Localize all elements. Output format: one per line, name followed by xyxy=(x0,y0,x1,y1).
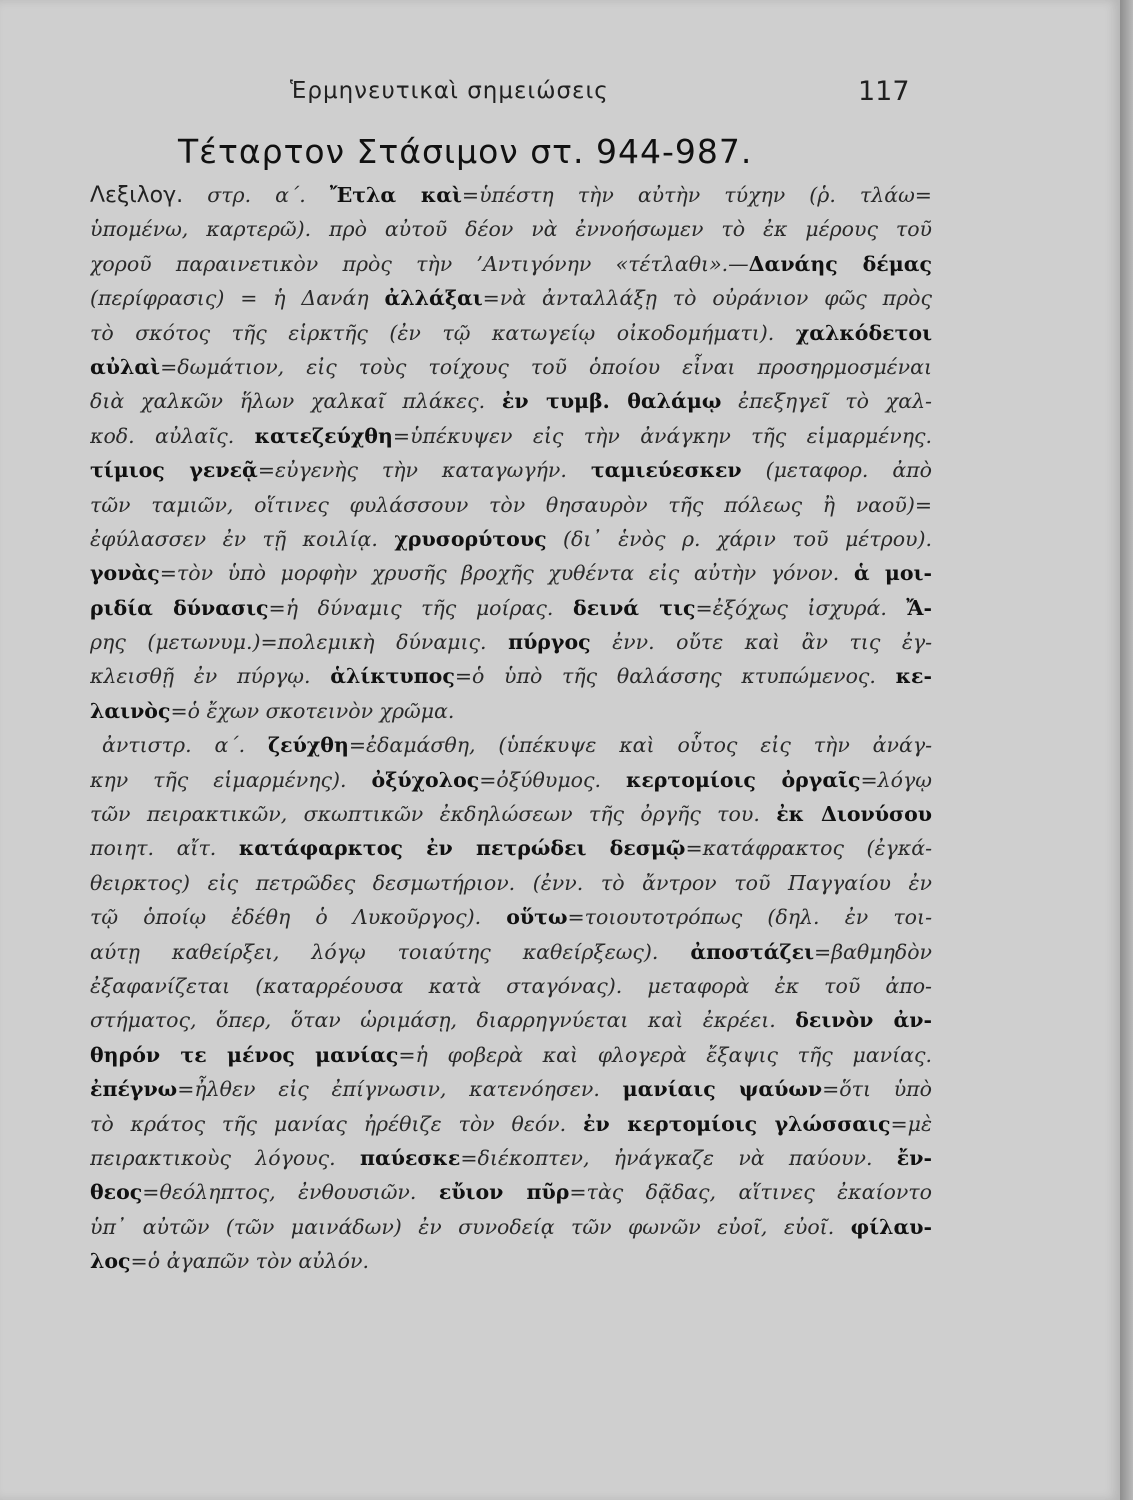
gloss-text: =ὁ ὑπὸ τῆς θαλάσσης κτυπώμενος. xyxy=(454,664,896,689)
text-line xyxy=(90,212,932,246)
lemma-term: ἀποστάζει xyxy=(690,939,815,964)
lemma-term: πύργος xyxy=(508,630,591,655)
text-line xyxy=(90,1072,932,1106)
gloss-text: ρης (μετωνυμ.)=πολεμικὴ δύναμις. xyxy=(90,630,509,655)
lemma-term: ἀλλάξαι xyxy=(384,286,483,311)
lemma-term: ταμιεύεσκεν xyxy=(590,458,742,483)
gloss-text: πειρακτικοὺς λόγους. xyxy=(90,1145,360,1170)
text-line xyxy=(90,831,932,865)
gloss-text: στήματος, ὅπερ, ὅταν ὡριμάσῃ, διαρρηγνύεται καὶ ἐκρέει. xyxy=(90,1008,796,1033)
gloss-text: =λόγῳ xyxy=(860,767,932,792)
lemma-term: ζεύχθη xyxy=(267,733,349,758)
gloss-text: κλεισθῇ ἐν πύργῳ. xyxy=(90,664,331,689)
lemma-term: θεος xyxy=(90,1180,143,1205)
lemma-term: γονὰς xyxy=(90,561,160,586)
text-line xyxy=(90,797,932,831)
gloss-text: =ὁ ἔχων σκοτεινὸν χρῶμα. xyxy=(170,698,455,723)
page-edge-shadow xyxy=(1120,0,1133,1500)
gloss-text: ἐξαφανίζεται (καταρρέουσα κατὰ σταγόνας). μεταφορὰ ἐκ τοῦ ἀπο- xyxy=(90,973,932,998)
gloss-text: ἐνν. οὔτε καὶ ἂν τις ἐγ- xyxy=(590,630,932,655)
gloss-text: =τὰς δᾷδας, αἵτινες ἐκαίοντο xyxy=(569,1180,932,1205)
gloss-text: =ἡ δύναμις τῆς μοίρας. xyxy=(268,595,574,620)
text-line xyxy=(90,935,932,969)
text-line xyxy=(90,625,932,659)
gloss-text: διὰ χαλκῶν ἥλων χαλκαῖ πλάκες. xyxy=(90,389,502,414)
gloss-text: αύτῃ καθείρξει, λόγῳ τοιαύτης καθείρξεως). xyxy=(90,939,691,964)
lemma-term: ἐν τυμβ. θαλάμῳ xyxy=(501,389,722,414)
gloss-text: τῶν πειρακτικῶν, σκωπτικῶν ἐκδηλώσεων τῆς ὀργῆς του. xyxy=(90,802,777,827)
commentary-body xyxy=(90,178,932,1279)
lemma-term: κατεζεύχθη xyxy=(254,423,393,448)
running-title: Ἑρμηνευτικαὶ σημειώσεις xyxy=(290,78,609,104)
lemma-term: θηρόν τε μένος μανίας xyxy=(90,1042,399,1067)
gloss-text: ἐπεξηγεῖ τὸ χαλ- xyxy=(721,389,932,414)
lemma-term: τίμιος γενεᾷ xyxy=(90,458,258,483)
gloss-text: ποιητ. αἴτ. xyxy=(90,836,239,861)
gloss-text: =βαθμηδὸν xyxy=(814,939,932,964)
gloss-text: κην τῆς εἱμαρμένης). xyxy=(90,767,372,792)
text-line xyxy=(90,694,932,728)
text-line xyxy=(90,453,932,487)
text-line xyxy=(90,1141,932,1175)
gloss-text: =ὀξύθυμος. xyxy=(479,767,626,792)
gloss-text: =ὅτι ὑπὸ xyxy=(822,1077,932,1102)
lemma-term: ἔν- xyxy=(896,1145,932,1170)
gloss-text: τὸ σκότος τῆς εἱρκτῆς (ἐν τῷ κατωγείῳ οἰκοδομήματι). xyxy=(90,320,796,345)
text-line xyxy=(90,522,932,556)
text-line xyxy=(90,900,932,934)
gloss-text: =τοιουτοτρόπως (δηλ. ἐν τοι- xyxy=(567,905,932,930)
text-line xyxy=(90,556,932,590)
lemma-term: ἁλίκτυπος xyxy=(330,664,455,689)
lemma-term: παύεσκε xyxy=(359,1145,461,1170)
gloss-text: τῷ ὁποίῳ ἐδέθη ὁ Λυκοῦργος). xyxy=(90,905,507,930)
text-line xyxy=(90,178,932,212)
gloss-text: =θεόληπτος, ἐνθουσιῶν. xyxy=(142,1180,439,1205)
text-line xyxy=(90,1175,932,1209)
lemma-term: χρυσορύτους xyxy=(394,526,547,551)
gloss-text: =δωμάτιον, εἰς τοὺς τοίχους τοῦ ὁποίου εἶναι προσηρμοσμέναι xyxy=(160,354,932,379)
text-line xyxy=(90,659,932,693)
gloss-text: (περίφρασις) = ἡ Δανάη xyxy=(90,286,385,311)
text-line xyxy=(90,763,932,797)
text-line xyxy=(90,1038,932,1072)
gloss-text: τῶν ταμιῶν, οἵτινες φυλάσσουν τὸν θησαυρὸν τῆς πόλεως ἢ ναοῦ)= xyxy=(90,492,932,517)
gloss-text: =κατάφρακτος (ἐγκά- xyxy=(685,836,932,861)
gloss-text: =διέκοπτεν, ἠνάγκαζε νὰ παύουν. xyxy=(460,1145,897,1170)
lemma-term: ἁ μοι- xyxy=(853,561,932,586)
text-line xyxy=(90,316,932,350)
text-line xyxy=(90,247,932,281)
text-line xyxy=(90,488,932,522)
gloss-text: =ἐξόχως ἰσχυρά. xyxy=(695,595,907,620)
lemma-term: κερτομίοις ὀργαῖς xyxy=(625,767,861,792)
lemma-term: δεινά τις xyxy=(573,595,696,620)
lemma-term: ἐκ Διονύσου xyxy=(776,802,932,827)
lemma-term: εὔιον πῦρ xyxy=(438,1180,570,1205)
gloss-text: (μεταφορ. ἀπὸ xyxy=(741,458,932,483)
text-line xyxy=(90,866,932,900)
gloss-text: ἐφύλασσεν ἐν τῇ κοιλίᾳ. xyxy=(90,526,395,551)
gloss-text: ὑπ᾽ αὐτῶν (τῶν μαινάδων) ἐν συνοδείᾳ τῶν φωνῶν εὐοῖ, εὐοῖ. xyxy=(90,1214,851,1239)
gloss-text: =τὸν ὑπὸ μορφὴν χρυσῆς βροχῆς χυθέντα εἰς αὐτὴν γόνον. xyxy=(159,561,854,586)
text-line xyxy=(90,591,932,625)
lemma-term: οὕτω xyxy=(506,905,568,930)
lemma-term: κε- xyxy=(895,664,932,689)
text-line xyxy=(90,1244,932,1278)
text-line xyxy=(90,1210,932,1244)
lemma-term: Ἄ- xyxy=(906,595,932,620)
gloss-text: =ὑπέκυψεν εἰς τὴν ἀνάγκην τῆς εἱμαρμένης. xyxy=(392,423,932,448)
text-line xyxy=(90,281,932,315)
lemma-term: ριδία δύνασις xyxy=(90,595,269,620)
gloss-text: =μὲ xyxy=(890,1111,932,1136)
gloss-text: =ἦλθεν εἰς ἐπίγνωσιν, κατενόησεν. xyxy=(177,1077,623,1102)
lemma-term: ἐπέγνω xyxy=(90,1077,178,1102)
gloss-text: θειρκτος) εἰς πετρῶδες δεσμωτήριον. (ἐνν. τὸ ἄντρον τοῦ Παγγαίου ἐν xyxy=(90,870,932,895)
text-line xyxy=(90,728,932,762)
gloss-text: =ὁ ἀγαπῶν τὸν αὐλόν. xyxy=(130,1249,369,1274)
page-number: 117 xyxy=(858,76,910,107)
lemma-term: αὐλαὶ xyxy=(90,354,161,379)
gloss-text: =ἡ φοβερὰ καὶ φλογερὰ ἔξαψις τῆς μανίας. xyxy=(398,1042,932,1067)
lemma-term: δεινὸν ἀν- xyxy=(795,1008,932,1033)
lemma-term: Δανάης δέμας xyxy=(748,251,932,276)
lemma-term: λος xyxy=(90,1249,131,1274)
gloss-text: ἀντιστρ. α΄. xyxy=(102,733,268,758)
gloss-text: τὸ κράτος τῆς μανίας ἠρέθιζε τὸν θεόν. xyxy=(90,1111,584,1136)
lemma-term: Ἔτλα καὶ xyxy=(329,183,462,207)
text-line xyxy=(90,350,932,384)
lemma-term: ἐν κερτομίοις γλώσσαις xyxy=(583,1111,891,1136)
gloss-text: =νὰ ἀνταλλάξῃ τὸ οὐράνιον φῶς πρὸς xyxy=(482,286,932,311)
text-line xyxy=(90,384,932,418)
gloss-text: ὑπομένω, καρτερῶ). πρὸ αὐτοῦ δέον νὰ ἐννοήσωμεν τὸ ἐκ μέρους τοῦ xyxy=(90,217,932,242)
lemma-term: λαινὸς xyxy=(90,698,171,723)
lemma-term: φίλαυ- xyxy=(850,1214,932,1239)
text-line xyxy=(90,1003,932,1037)
lemma-term: μανίαις ψαύων xyxy=(622,1077,823,1102)
section-title: Τέταρτον Στάσιμον στ. 944-987. xyxy=(178,132,753,171)
gloss-text: =ὑπέστη τὴν αὐτὴν τύχην (ῥ. τλάω= xyxy=(461,183,932,207)
section-lead: Λεξιλογ. xyxy=(90,183,184,208)
lemma-term: ὀξύχολος xyxy=(371,767,480,792)
lemma-term: κατάφαρκτος ἐν πετρώδει δεσμῷ xyxy=(238,836,686,861)
text-line xyxy=(90,969,932,1003)
lemma-term: χαλκόδετοι xyxy=(795,320,932,345)
gloss-text: =ἐδαμάσθη, (ὑπέκυψε καὶ οὗτος εἰς τὴν ἀνάγ- xyxy=(348,733,932,758)
gloss-text: χοροῦ παραινετικὸν πρὸς τὴν ’Αντιγόνην «τέτλαθι».— xyxy=(90,251,749,276)
gloss-text: =εὐγενὴς τὴν καταγωγήν. xyxy=(257,458,591,483)
gloss-text: στρ. α΄. xyxy=(183,183,330,207)
gloss-text: κοδ. αὐλαῖς. xyxy=(90,423,255,448)
gloss-text: (δι᾽ ἑνὸς ρ. χάριν τοῦ μέτρου). xyxy=(546,526,932,551)
text-line xyxy=(90,419,932,453)
text-line xyxy=(90,1107,932,1141)
